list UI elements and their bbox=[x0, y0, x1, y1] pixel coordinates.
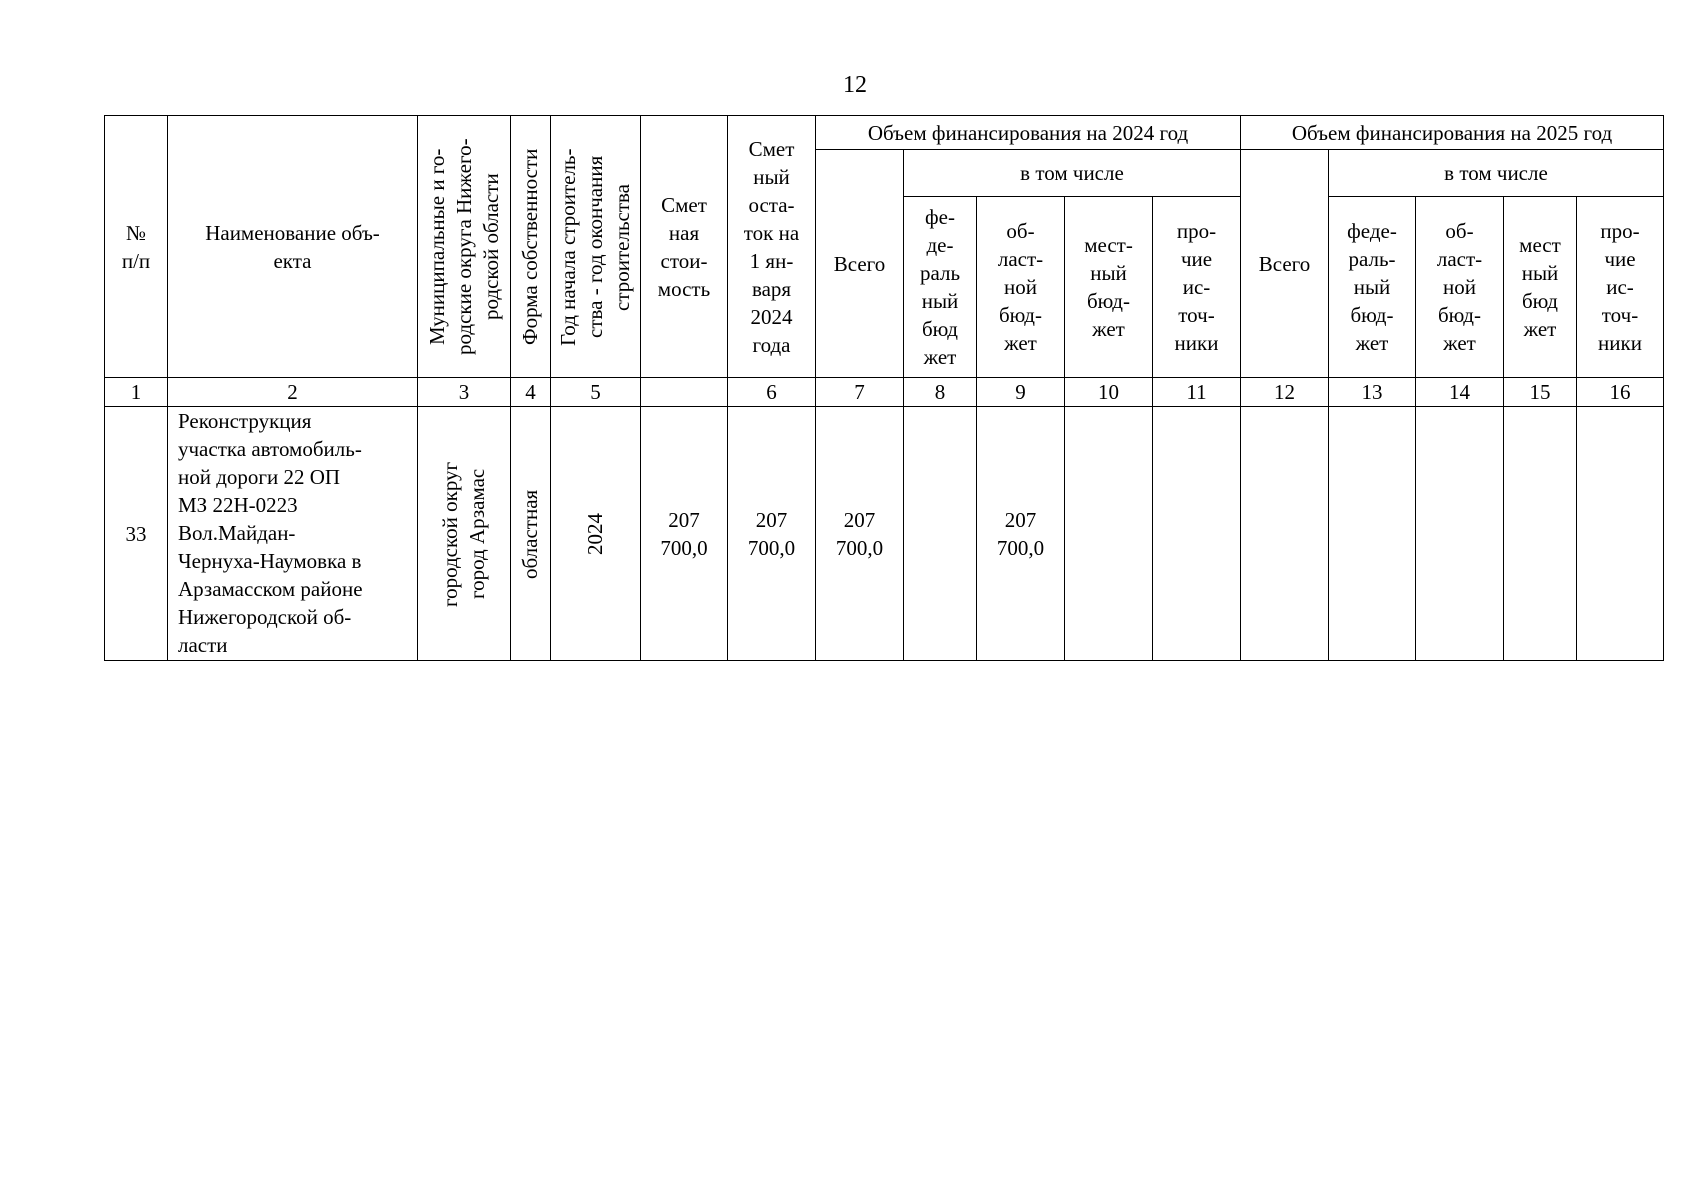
remainder-cell: 207 700,0 bbox=[728, 407, 816, 661]
column-number: 16 bbox=[1577, 378, 1664, 407]
text-line: феде- bbox=[1347, 219, 1397, 243]
header-other-2024 bbox=[1153, 197, 1241, 378]
column-number-row bbox=[105, 378, 1664, 407]
text-line: жет bbox=[1443, 331, 1476, 355]
text-line: об- bbox=[1445, 219, 1474, 243]
column-number: 10 bbox=[1065, 378, 1153, 407]
column-number: 12 bbox=[1241, 378, 1329, 407]
column-number: 13 bbox=[1329, 378, 1416, 407]
year-cell: 2024 bbox=[551, 407, 641, 661]
text-line: мость bbox=[657, 276, 711, 301]
text-line: участка автомобиль- bbox=[178, 437, 362, 461]
object-name bbox=[168, 407, 418, 661]
column-number: 4 bbox=[511, 378, 551, 407]
text-line: Арзамасском районе bbox=[178, 577, 363, 601]
text-line: Реконструкция bbox=[178, 409, 312, 433]
text-line: точ- bbox=[1601, 303, 1639, 327]
text-line: бюд- bbox=[1438, 303, 1481, 327]
text-line: ный bbox=[1353, 275, 1391, 299]
text-line: ис- bbox=[1182, 275, 1211, 299]
text-line: ный bbox=[753, 164, 790, 189]
column-number bbox=[641, 378, 728, 407]
financing-table bbox=[104, 115, 1664, 661]
header-remainder bbox=[728, 116, 816, 378]
row-num: 33 bbox=[105, 407, 168, 661]
text-line: МЗ 22Н-0223 bbox=[178, 493, 298, 517]
header-regional-2025 bbox=[1416, 197, 1504, 378]
local-2025-cell bbox=[1504, 407, 1577, 661]
header-incl-2025: в том числе bbox=[1329, 150, 1664, 197]
text-line: 1 ян- bbox=[749, 248, 794, 273]
cost-cell: 207 700,0 bbox=[641, 407, 728, 661]
text-line: де- bbox=[926, 233, 954, 257]
page-number: 12 bbox=[843, 72, 867, 98]
column-number: 8 bbox=[904, 378, 977, 407]
text-line: ный bbox=[921, 289, 959, 313]
other-2024-cell bbox=[1153, 407, 1241, 661]
header-cost bbox=[641, 116, 728, 378]
text-line: про- bbox=[1176, 219, 1217, 243]
text-line: жет bbox=[1355, 331, 1389, 355]
column-number: 1 bbox=[105, 378, 168, 407]
text-line: варя bbox=[751, 276, 792, 301]
text-line: ная bbox=[668, 220, 700, 245]
header-total-2024: Всего bbox=[816, 150, 904, 378]
text-line: ласт- bbox=[1436, 247, 1483, 271]
text-line: ток на bbox=[743, 220, 800, 245]
text-line: ис- bbox=[1606, 275, 1634, 299]
text-line: бюд- bbox=[1087, 289, 1130, 313]
column-number: 15 bbox=[1504, 378, 1577, 407]
header-num: № п/п bbox=[105, 116, 168, 378]
text-line: про- bbox=[1600, 219, 1640, 243]
text-line: раль bbox=[919, 261, 961, 285]
text-line: бюд- bbox=[999, 303, 1042, 327]
text-line: чие bbox=[1180, 247, 1213, 271]
header-municipal: Муниципальные и го- родские округа Нижего- родской области bbox=[418, 116, 511, 378]
table-row bbox=[105, 407, 1664, 661]
text-line: мест- bbox=[1084, 233, 1133, 257]
text-line: Чернуха-Наумовка в bbox=[178, 549, 362, 573]
text-line: чие bbox=[1604, 247, 1636, 271]
header-federal-2024 bbox=[904, 197, 977, 378]
text-line: оста- bbox=[748, 192, 795, 217]
text-line: жет bbox=[923, 345, 957, 369]
text-line: Смет bbox=[661, 192, 707, 217]
header-years: Год начала строитель- ства - год окончания строительства bbox=[551, 116, 641, 378]
header-group-2025: Объем финансирования на 2025 год bbox=[1241, 116, 1664, 150]
total-2025-cell bbox=[1241, 407, 1329, 661]
text-line: Смет bbox=[748, 136, 795, 161]
ownership-cell: областная bbox=[511, 407, 551, 661]
column-number: 11 bbox=[1153, 378, 1241, 407]
text-line: мест bbox=[1519, 233, 1561, 257]
text-line: стои- bbox=[660, 248, 708, 273]
federal-2025-cell bbox=[1329, 407, 1416, 661]
text-line: точ- bbox=[1178, 303, 1215, 327]
text-line: ной bbox=[1443, 275, 1476, 299]
column-number: 7 bbox=[816, 378, 904, 407]
regional-2024-cell: 207 700,0 bbox=[977, 407, 1065, 661]
text-line: ласти bbox=[178, 633, 228, 657]
municipal-cell: городской округ город Арзамас bbox=[418, 407, 511, 661]
header-total-2025: Всего bbox=[1241, 150, 1329, 378]
header-name: Наименование объ- екта bbox=[168, 116, 418, 378]
column-number: 9 bbox=[977, 378, 1065, 407]
text-line: ники bbox=[1174, 331, 1219, 355]
column-number: 3 bbox=[418, 378, 511, 407]
text-line: 2024 bbox=[750, 304, 793, 329]
text-line: об- bbox=[1006, 219, 1035, 243]
header-local-2024 bbox=[1065, 197, 1153, 378]
column-number: 14 bbox=[1416, 378, 1504, 407]
text-line: Вол.Майдан- bbox=[178, 521, 296, 545]
text-line: жет bbox=[1004, 331, 1037, 355]
text-line: ники bbox=[1598, 331, 1642, 355]
header-other-2025 bbox=[1577, 197, 1664, 378]
text-line: ный bbox=[1521, 261, 1559, 285]
text-line: Нижегородской об- bbox=[178, 605, 352, 629]
text-line: жет bbox=[1523, 317, 1557, 341]
column-number: 6 bbox=[728, 378, 816, 407]
text-line: ной bbox=[1004, 275, 1037, 299]
text-line: бюд bbox=[1522, 289, 1558, 313]
text-line: ный bbox=[1090, 261, 1127, 285]
text-line: бюд bbox=[922, 317, 958, 341]
header-local-2025 bbox=[1504, 197, 1577, 378]
text-line: жет bbox=[1092, 317, 1125, 341]
text-line: бюд- bbox=[1350, 303, 1394, 327]
federal-2024-cell bbox=[904, 407, 977, 661]
text-line: ной дороги 22 ОП bbox=[178, 465, 341, 489]
other-2025-cell bbox=[1577, 407, 1664, 661]
header-group-2024: Объем финансирования на 2024 год bbox=[816, 116, 1241, 150]
total-2024-cell: 207 700,0 bbox=[816, 407, 904, 661]
header-federal-2025 bbox=[1329, 197, 1416, 378]
local-2024-cell bbox=[1065, 407, 1153, 661]
header-incl-2024: в том числе bbox=[904, 150, 1241, 197]
column-number: 2 bbox=[168, 378, 418, 407]
text-line: ласт- bbox=[997, 247, 1044, 271]
text-line: года bbox=[752, 332, 791, 357]
text-line: фе- bbox=[925, 205, 955, 229]
regional-2025-cell bbox=[1416, 407, 1504, 661]
column-number: 5 bbox=[551, 378, 641, 407]
header-ownership: Форма собственности bbox=[511, 116, 551, 378]
text-line: раль- bbox=[1348, 247, 1396, 271]
header-regional-2024 bbox=[977, 197, 1065, 378]
